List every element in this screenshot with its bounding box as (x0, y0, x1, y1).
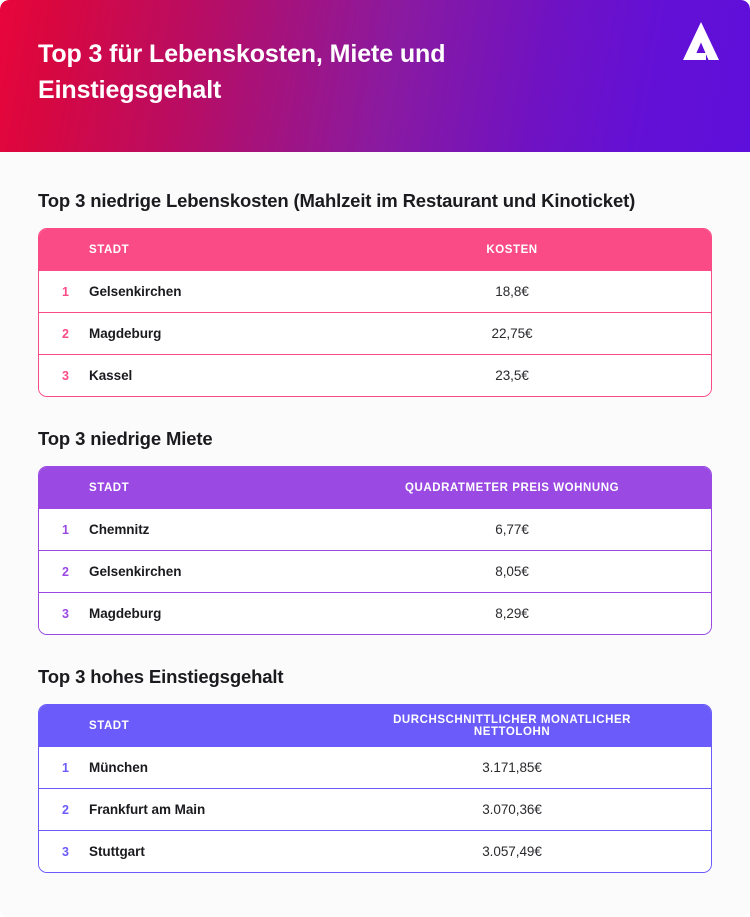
table-row (39, 270, 711, 312)
ranking-table-einstiegsgehalt (38, 704, 712, 873)
city-name: Gelsenkirchen (89, 564, 182, 579)
city-name: Kassel (89, 368, 133, 383)
cell-value: 3.070,36€ (482, 802, 542, 817)
cell-city (39, 760, 353, 775)
header-banner (0, 0, 750, 152)
cell-value: 22,75€ (491, 326, 533, 341)
cell-city (39, 564, 353, 579)
city-name: Magdeburg (89, 326, 162, 341)
cell-city (39, 326, 353, 341)
rank-number: 1 (62, 760, 69, 775)
cell-city (39, 522, 353, 537)
column-header-city: STADT (89, 481, 130, 494)
cell-value: 3.057,49€ (482, 844, 542, 859)
cell-city (39, 284, 353, 299)
city-name: Gelsenkirchen (89, 284, 182, 299)
table-row (39, 830, 711, 872)
cell-city (39, 802, 353, 817)
section-title: Top 3 hohes Einstiegsgehalt (38, 666, 284, 687)
table-header-row (39, 229, 711, 270)
cell-value: 8,05€ (495, 564, 529, 579)
column-header-value: DURCHSCHNITTLICHER MONATLICHER NETTOLOHN (393, 713, 632, 738)
table-header-row (39, 705, 711, 746)
rank-number: 2 (62, 326, 69, 341)
rank-number: 1 (62, 284, 69, 299)
section-title: Top 3 niedrige Miete (38, 428, 213, 449)
section-einstiegsgehalt (38, 635, 712, 873)
rank-number: 3 (62, 368, 69, 383)
city-name: München (89, 760, 148, 775)
section-title: Top 3 niedrige Lebenskosten (Mahlzeit im Restaurant und Kinoticket) (38, 190, 636, 211)
cell-city (39, 606, 353, 621)
cell-value: 23,5€ (495, 368, 529, 383)
column-header-city: STADT (89, 719, 130, 732)
section-miete (38, 397, 712, 635)
table-row (39, 508, 711, 550)
cell-city (39, 844, 353, 859)
cell-value: 18,8€ (495, 284, 529, 299)
column-header-value: KOSTEN (486, 243, 538, 256)
rank-number: 1 (62, 522, 69, 537)
city-name: Magdeburg (89, 606, 162, 621)
cell-value: 8,29€ (495, 606, 529, 621)
column-header-city: STADT (89, 243, 130, 256)
table-row (39, 312, 711, 354)
table-row (39, 550, 711, 592)
rank-number: 3 (62, 606, 69, 621)
ranking-table-lebenskosten (38, 228, 712, 397)
table-row (39, 354, 711, 396)
table-row (39, 788, 711, 830)
bottom-spacer (38, 873, 712, 909)
rank-number: 3 (62, 844, 69, 859)
page-title: Top 3 für Lebenskosten, Miete und Einstiegsgehalt (38, 40, 446, 104)
cell-city (39, 368, 353, 383)
cell-value: 3.171,85€ (482, 760, 542, 775)
section-lebenskosten (38, 152, 712, 397)
cell-value: 6,77€ (495, 522, 529, 537)
ranking-table-miete (38, 466, 712, 635)
rank-number: 2 (62, 564, 69, 579)
column-header-value: QUADRATMETER PREIS WOHNUNG (405, 481, 620, 494)
table-header-row (39, 467, 711, 508)
adecco-logo-icon (679, 20, 723, 62)
content-area (0, 152, 750, 909)
city-name: Stuttgart (89, 844, 145, 859)
rank-number: 2 (62, 802, 69, 817)
city-name: Frankfurt am Main (89, 802, 206, 817)
city-name: Chemnitz (89, 522, 150, 537)
table-row (39, 592, 711, 634)
table-row (39, 746, 711, 788)
